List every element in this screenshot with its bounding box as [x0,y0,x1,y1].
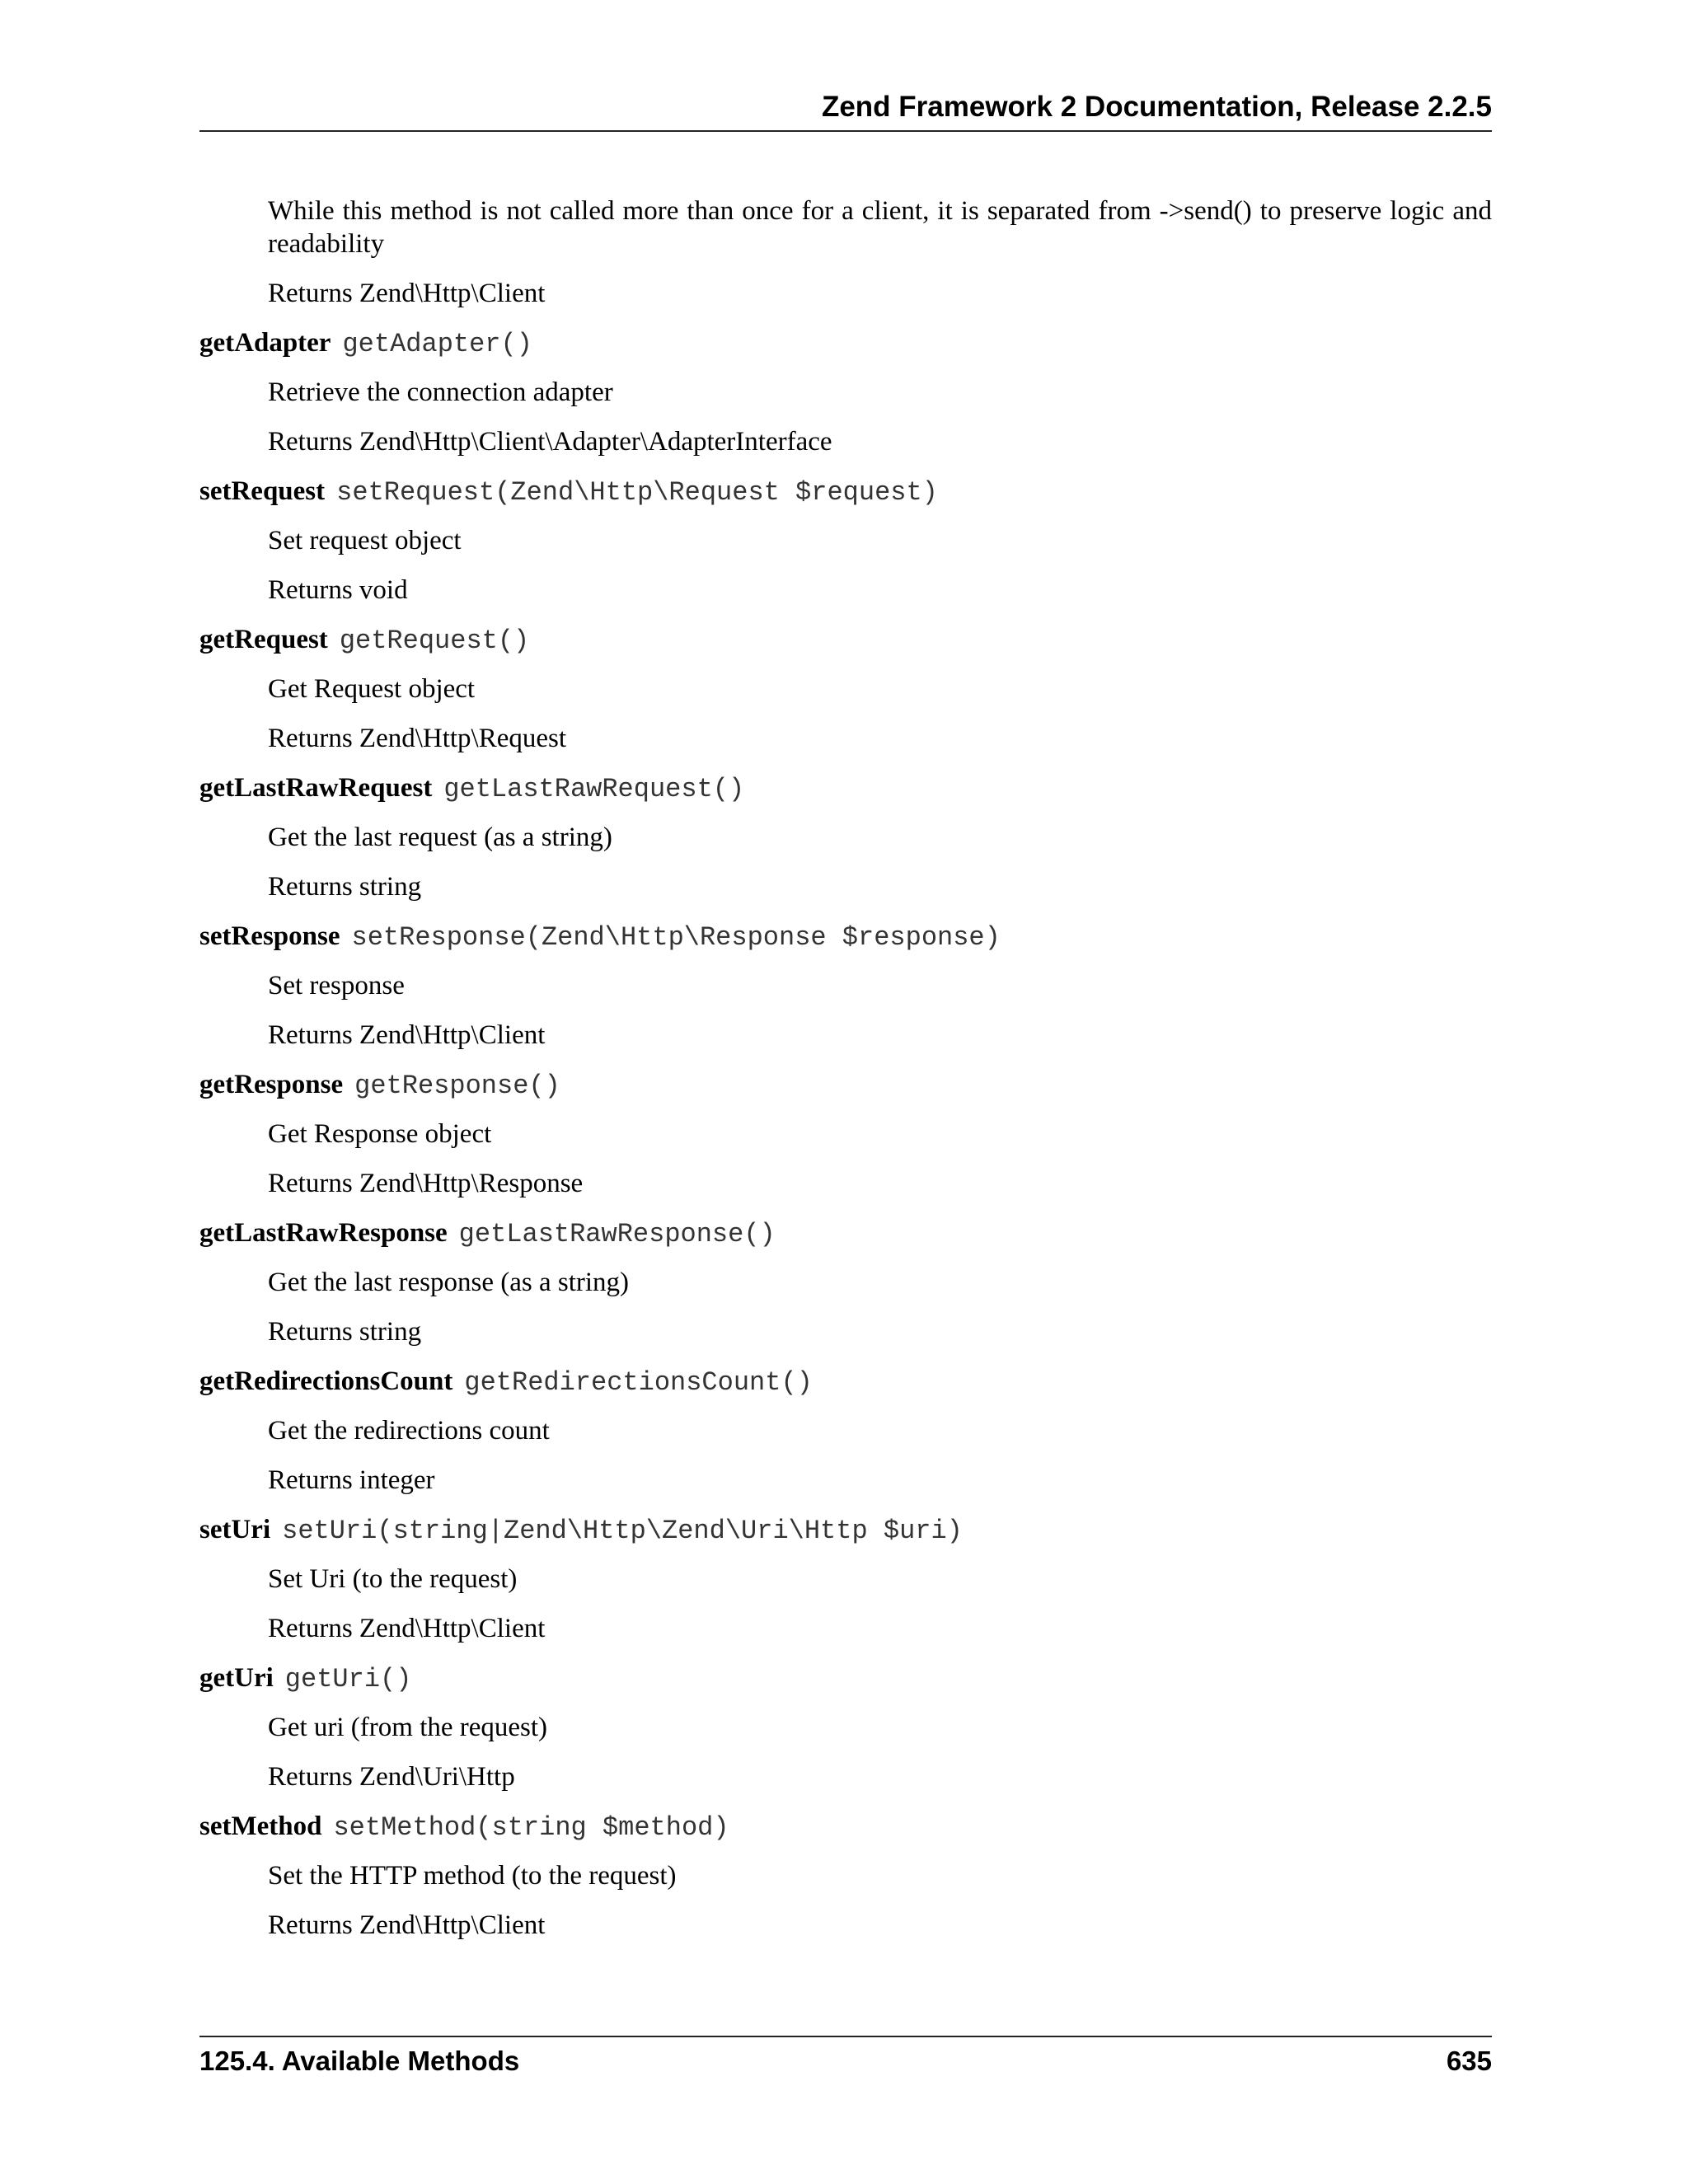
intro-returns: Returns Zend\Http\Client [268,279,546,308]
method-signature: getResponse() [354,1071,560,1101]
page-number: 635 [1446,2046,1492,2076]
method-returns: Returns void [268,575,408,605]
intro-paragraph: While this method is not called more than once for a client, it is separated from ->send() to preserve logic and readability [268,196,1492,259]
page-header [199,89,1492,132]
method-returns: Returns Zend\Http\Response [268,1169,584,1198]
method-description: Set request object [268,526,462,555]
method-heading [199,1661,1492,1694]
method-heading [199,326,1492,359]
method-name: getLastRawResponse [199,1218,448,1248]
method-heading [199,1365,1492,1398]
method-heading [199,1513,1492,1546]
method-heading [199,771,1492,804]
method-signature: setMethod(string $method) [333,1812,729,1843]
method-name: setMethod [199,1811,322,1841]
method-signature: setRequest(Zend\Http\Request $request) [336,477,938,508]
method-signature: getLastRawResponse() [458,1219,776,1249]
method-signature: setResponse(Zend\Http\Response $response) [351,922,1001,953]
method-description: Get Request object [268,674,476,704]
method-description: Get uri (from the request) [268,1713,548,1742]
method-name: getAdapter [199,328,331,358]
method-returns: Returns Zend\Http\Request [268,724,567,753]
method-returns: Returns Zend\Http\Client [268,1910,546,1940]
method-heading [199,475,1492,508]
method-returns: Returns Zend\Uri\Http [268,1762,515,1792]
method-name: getRequest [199,625,328,654]
method-returns: Returns Zend\Http\Client\Adapter\AdapterInterface [268,427,832,457]
method-signature: getRedirectionsCount() [464,1367,813,1398]
footer-section-title: 125.4. Available Methods [199,2046,520,2076]
method-heading [199,623,1492,656]
method-description: Set the HTTP method (to the request) [268,1861,677,1891]
method-description: Retrieve the connection adapter [268,377,613,407]
method-heading [199,1216,1492,1249]
method-name: setRequest [199,476,326,506]
method-description: Get the redirections count [268,1416,550,1446]
method-name: getResponse [199,1070,344,1099]
method-description: Get the last response (as a string) [268,1268,630,1297]
method-returns: Returns Zend\Http\Client [268,1614,546,1643]
page-content [199,194,1492,1958]
method-heading [199,920,1492,953]
method-description: Get the last request (as a string) [268,823,612,852]
method-description: Set response [268,971,405,1001]
method-name: setResponse [199,921,340,951]
method-description: Set Uri (to the request) [268,1564,518,1594]
method-returns: Returns Zend\Http\Client [268,1020,546,1050]
method-signature: getAdapter() [342,329,532,359]
method-name: setUri [199,1515,271,1544]
method-description: Get Response object [268,1119,492,1149]
method-name: getRedirectionsCount [199,1366,453,1396]
method-heading [199,1810,1492,1843]
method-returns: Returns string [268,1317,422,1347]
method-name: getLastRawRequest [199,773,433,803]
method-heading [199,1068,1492,1101]
method-signature: getLastRawRequest() [443,774,745,804]
method-name: getUri [199,1663,274,1693]
method-returns: Returns integer [268,1465,435,1495]
method-returns: Returns string [268,872,422,902]
header-title: Zend Framework 2 Documentation, Release 2.2.5 [821,91,1492,123]
method-signature: setUri(string|Zend\Http\Zend\Uri\Http $uri) [282,1516,963,1546]
page-footer [199,2036,1492,2087]
method-signature: getRequest() [339,626,530,656]
method-signature: getUri() [284,1664,412,1694]
